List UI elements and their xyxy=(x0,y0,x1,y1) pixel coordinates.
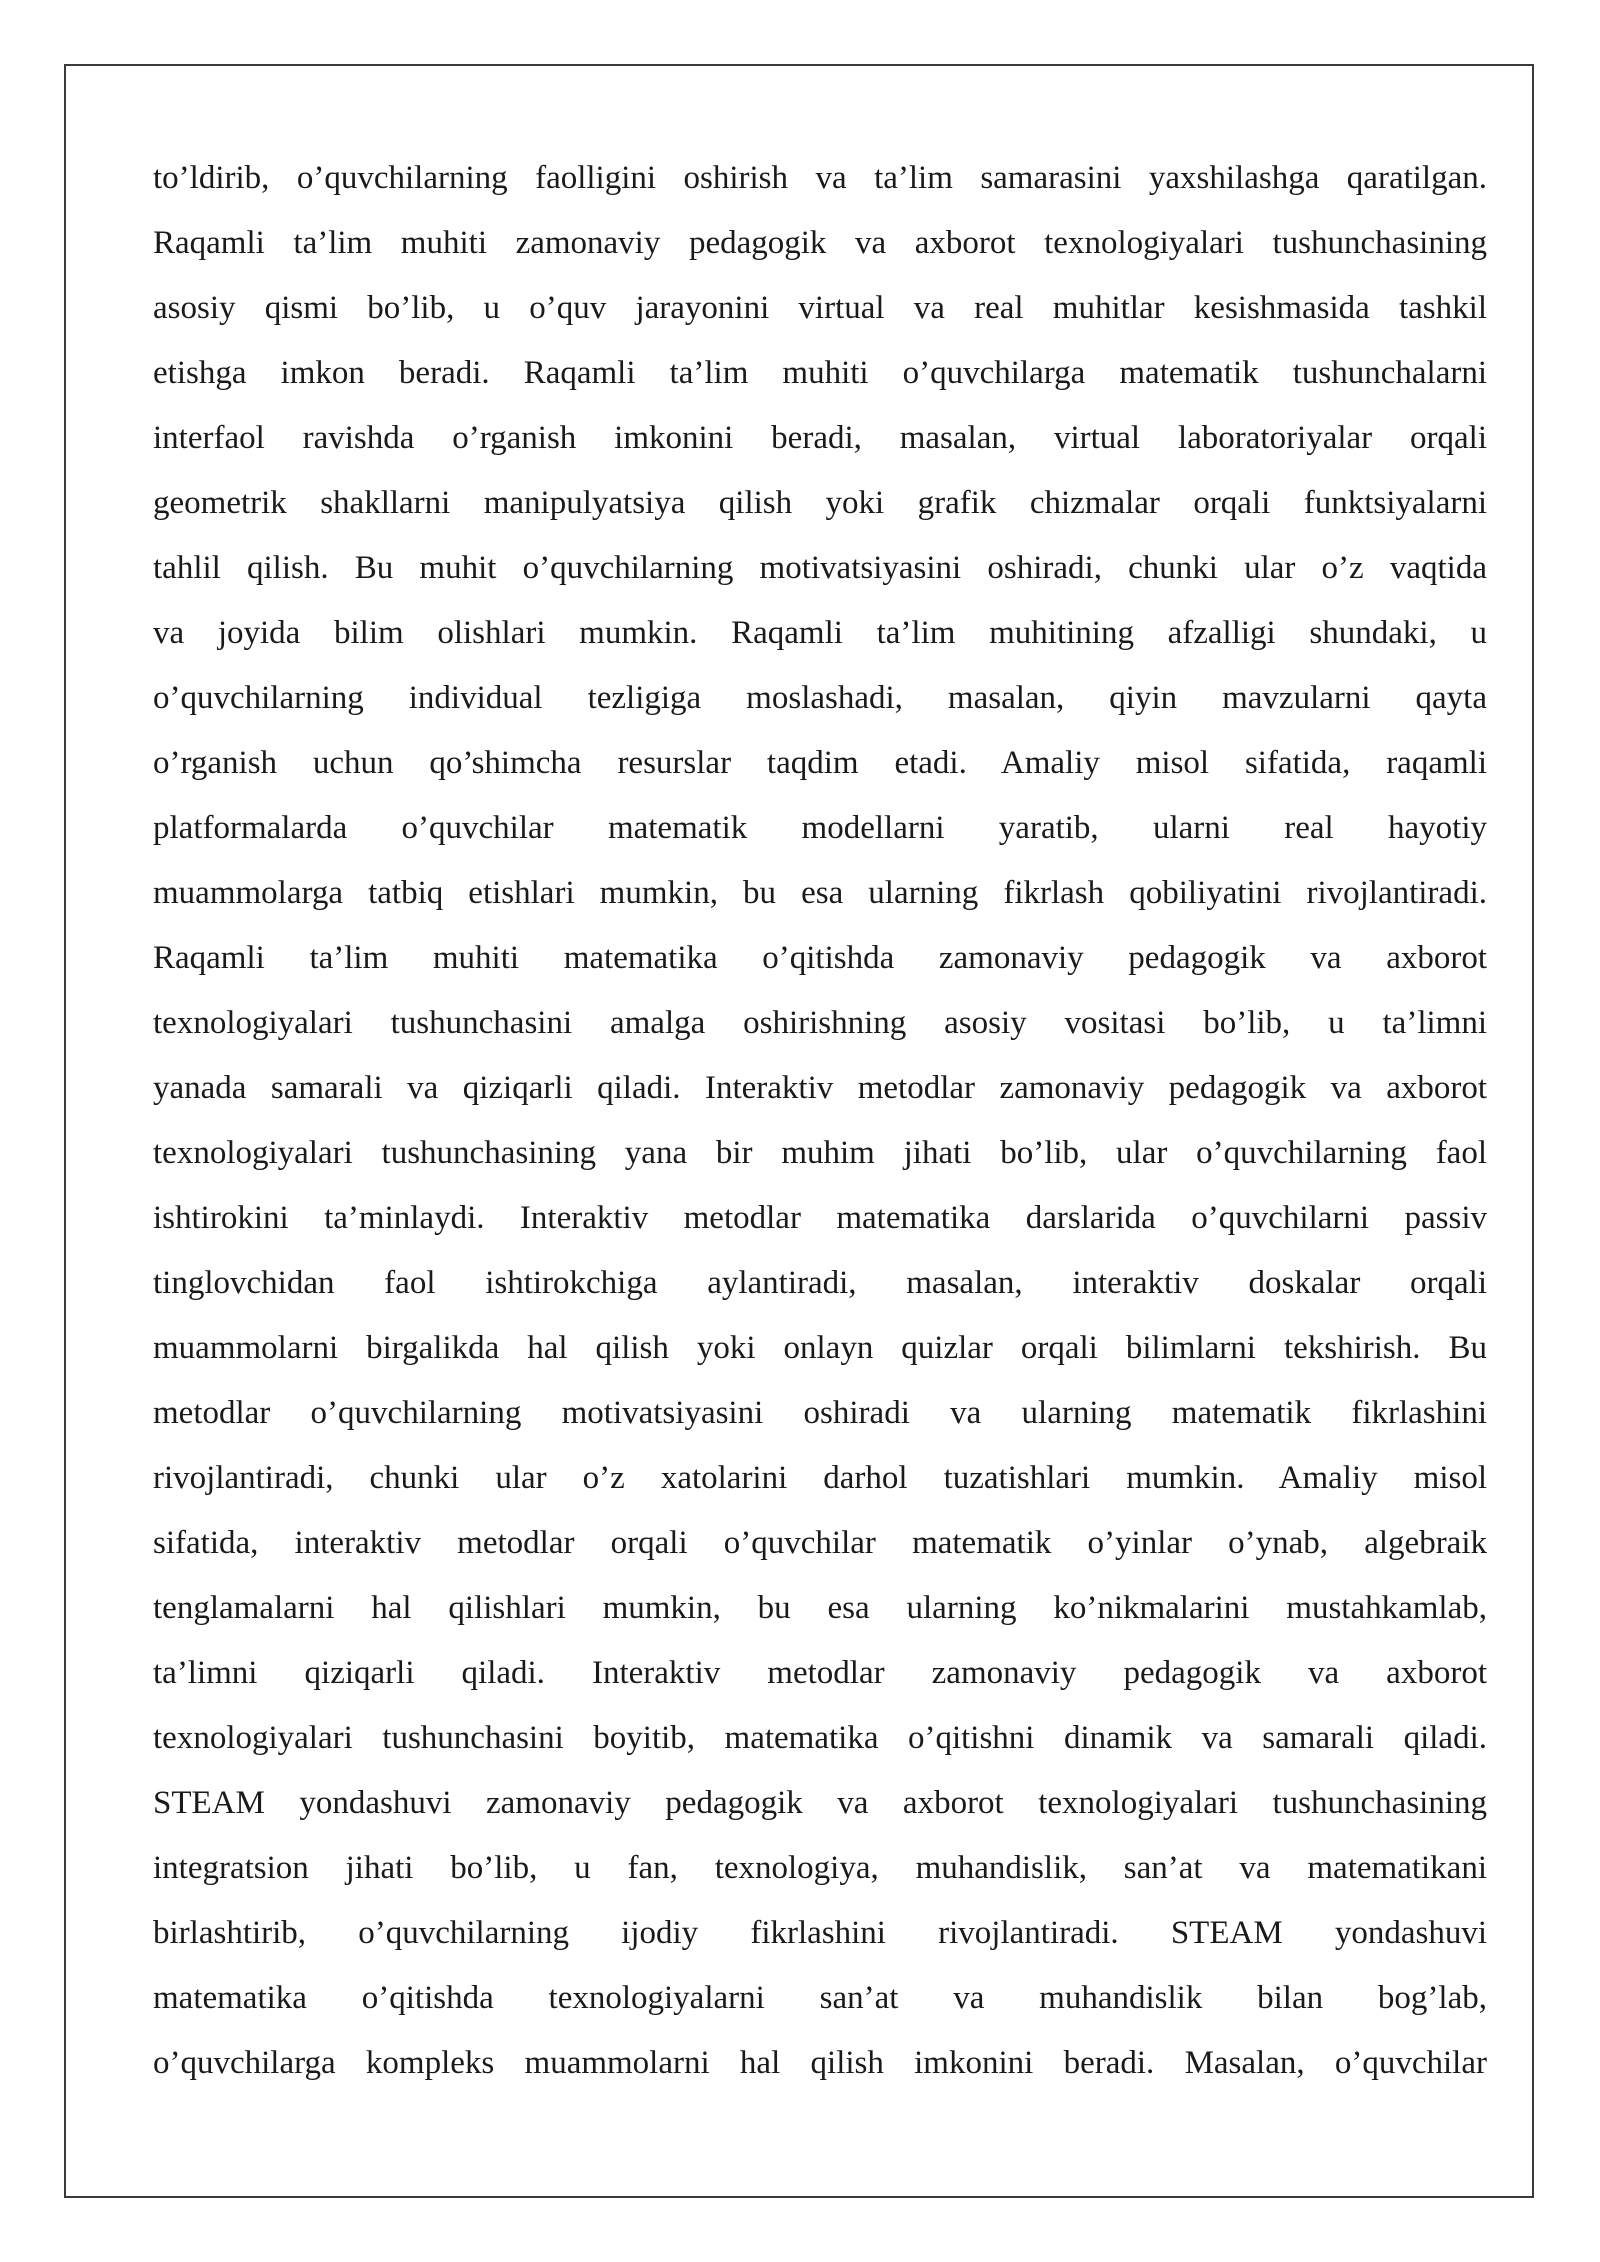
text-line-3: asosiy qismi bo’lib, u o’quv jarayonini virtual va real muhitlar kesishmasida tashkil xyxy=(153,290,1487,326)
text-line-1: to’ldirib, o’quvchilarning faolligini oshirish va ta’lim samarasini yaxshilashga qaratilgan. xyxy=(153,160,1487,196)
text-line-5: interfaol ravishda o’rganish imkonini beradi, masalan, virtual laboratoriyalar orqali xyxy=(153,420,1487,456)
text-line-25: texnologiyalari tushunchasini boyitib, matematika o’qitishni dinamik va samarali qiladi. xyxy=(153,1720,1487,1756)
document-body xyxy=(153,148,1487,2098)
text-line-14: texnologiyalari tushunchasini amalga oshirishning asosiy vositasi bo’lib, u ta’limni xyxy=(153,1005,1487,1041)
text-line-20: metodlar o’quvchilarning motivatsiyasini oshiradi va ularning matematik fikrlashini xyxy=(153,1395,1487,1431)
text-line-9: o’quvchilarning individual tezligiga moslashadi, masalan, qiyin mavzularni qayta xyxy=(153,680,1487,716)
text-line-16: texnologiyalari tushunchasining yana bir muhim jihati bo’lib, ular o’quvchilarning faol xyxy=(153,1135,1487,1171)
text-line-7: tahlil qilish. Bu muhit o’quvchilarning motivatsiyasini oshiradi, chunki ular o’z vaqtida xyxy=(153,550,1487,586)
text-line-15: yanada samarali va qiziqarli qiladi. Interaktiv metodlar zamonaviy pedagogik va axborot xyxy=(153,1070,1487,1106)
text-line-11: platformalarda o’quvchilar matematik modellarni yaratib, ularni real hayotiy xyxy=(153,810,1487,846)
text-line-24: ta’limni qiziqarli qiladi. Interaktiv metodlar zamonaviy pedagogik va axborot xyxy=(153,1655,1487,1691)
text-line-29: matematika o’qitishda texnologiyalarni san’at va muhandislik bilan bog’lab, xyxy=(153,1980,1487,2016)
text-line-10: o’rganish uchun qo’shimcha resurslar taqdim etadi. Amaliy misol sifatida, raqamli xyxy=(153,745,1487,781)
text-line-17: ishtirokini ta’minlaydi. Interaktiv metodlar matematika darslarida o’quvchilarni passiv xyxy=(153,1200,1487,1236)
text-line-21: rivojlantiradi, chunki ular o’z xatolarini darhol tuzatishlari mumkin. Amaliy misol xyxy=(153,1460,1487,1496)
text-line-30: o’quvchilarga kompleks muammolarni hal qilish imkonini beradi. Masalan, o’quvchilar xyxy=(153,2045,1487,2081)
text-line-12: muammolarga tatbiq etishlari mumkin, bu esa ularning fikrlash qobiliyatini rivojlantiradi. xyxy=(153,875,1487,911)
text-line-8: va joyida bilim olishlari mumkin. Raqamli ta’lim muhitining afzalligi shundaki, u xyxy=(153,615,1487,651)
text-line-22: sifatida, interaktiv metodlar orqali o’quvchilar matematik o’yinlar o’ynab, algebraik xyxy=(153,1525,1487,1561)
text-line-26: STEAM yondashuvi zamonaviy pedagogik va axborot texnologiyalari tushunchasining xyxy=(153,1785,1487,1821)
text-line-23: tenglamalarni hal qilishlari mumkin, bu esa ularning ko’nikmalarini mustahkamlab, xyxy=(153,1590,1487,1626)
text-line-28: birlashtirib, o’quvchilarning ijodiy fikrlashini rivojlantiradi. STEAM yondashuvi xyxy=(153,1915,1487,1951)
text-line-19: muammolarni birgalikda hal qilish yoki onlayn quizlar orqali bilimlarni tekshirish. Bu xyxy=(153,1330,1487,1366)
text-line-18: tinglovchidan faol ishtirokchiga aylantiradi, masalan, interaktiv doskalar orqali xyxy=(153,1265,1487,1301)
text-line-2: Raqamli ta’lim muhiti zamonaviy pedagogik va axborot texnologiyalari tushunchasining xyxy=(153,225,1487,261)
text-line-27: integratsion jihati bo’lib, u fan, texnologiya, muhandislik, san’at va matematikani xyxy=(153,1850,1487,1886)
text-line-4: etishga imkon beradi. Raqamli ta’lim muhiti o’quvchilarga matematik tushunchalarni xyxy=(153,355,1487,391)
text-line-13: Raqamli ta’lim muhiti matematika o’qitishda zamonaviy pedagogik va axborot xyxy=(153,940,1487,976)
text-line-6: geometrik shakllarni manipulyatsiya qilish yoki grafik chizmalar orqali funktsiyalarni xyxy=(153,485,1487,521)
